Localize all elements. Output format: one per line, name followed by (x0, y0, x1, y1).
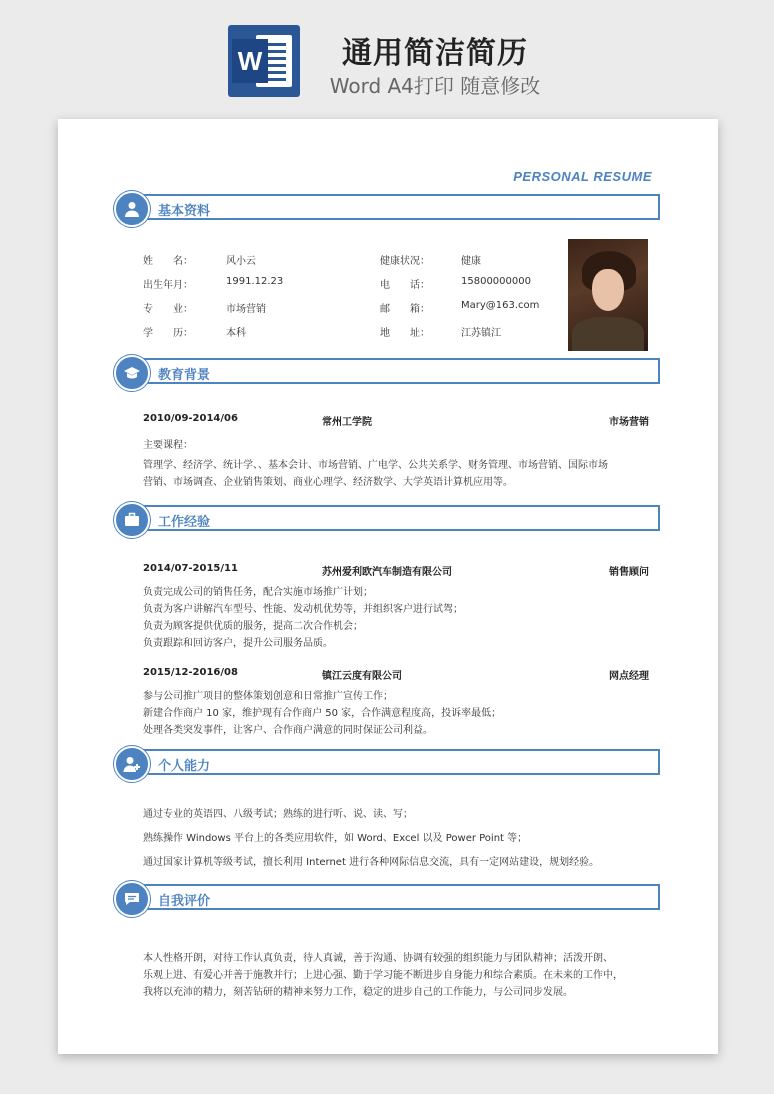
skills-line2: 熟练操作 Windows 平台上的各类应用软件，如 Word、Excel 以及 Power Point 等； (143, 833, 528, 844)
skills-line3: 通过国家计算机等级考试，擅长利用 Internet 进行各种网际信息交流，具有一定网站建设，规划经验。 (143, 857, 600, 868)
graduation-cap-icon (114, 355, 150, 391)
self-line3: 我将以充沛的精力，刻苦钻研的精神来努力工作，稳定的进步自己的工作能力，与公司同步发展。 (143, 987, 573, 998)
profile-photo (568, 239, 648, 351)
chat-bubble-icon (114, 881, 150, 917)
user-plus-icon (114, 746, 150, 782)
banner-title: 通用简洁简历 (342, 36, 528, 71)
job1-line4: 负责跟踪和回访客户，提升公司服务品质。 (143, 638, 333, 649)
job1-period: 2014/07-2015/11 (143, 563, 238, 574)
job1-role: 销售顾问 (609, 567, 649, 578)
basic-label-phone: 电 话： (380, 280, 430, 291)
job2-period: 2015/12-2016/08 (143, 667, 238, 678)
word-logo-letter: W (232, 39, 268, 83)
basic-value-email: Mary@163.com (461, 300, 540, 311)
section-title-work: 工作经验 (158, 515, 211, 530)
basic-value-health: 健康 (461, 256, 481, 267)
job1-line3: 负责为顾客提供优质的服务，提高二次合作机会； (143, 621, 363, 632)
section-title-basic: 基本资料 (158, 204, 211, 219)
basic-value-major: 市场营销 (226, 304, 266, 315)
section-bar-work (133, 505, 660, 531)
banner-subtitle: Word A4打印 随意修改 (329, 74, 541, 98)
job2-line2: 新建合作商户 10 家，维护现有合作商户 50 家，合作满意程度高，投诉率最低； (143, 708, 502, 719)
section-bar-skills (133, 749, 660, 775)
basic-label-email: 邮 箱： (380, 304, 430, 315)
basic-label-health: 健康状况： (380, 256, 430, 267)
resume-page (58, 119, 718, 1054)
job2-role: 网点经理 (609, 671, 649, 682)
resume-heading: PERSONAL RESUME (513, 169, 652, 184)
job1-line1: 负责完成公司的销售任务，配合实施市场推广计划； (143, 587, 373, 598)
section-bar-self (133, 884, 660, 910)
section-title-education: 教育背景 (158, 368, 211, 383)
section-bar-basic (133, 194, 660, 220)
basic-value-phone: 15800000000 (461, 276, 531, 287)
education-courses-line1: 管理学、经济学、统计学、、基本会计、市场营销、广电学、公共关系学、财务管理、市场营销、国际市场 (143, 460, 608, 471)
section-title-self: 自我评价 (158, 894, 211, 909)
education-school: 常州工学院 (322, 417, 372, 428)
basic-value-birth: 1991.12.23 (226, 276, 284, 287)
education-period: 2010/09-2014/06 (143, 413, 238, 424)
self-line1: 本人性格开朗，对待工作认真负责，待人真诚，善于沟通、协调有较强的组织能力与团队精神；活泼开朗、 (143, 953, 613, 964)
basic-label-name: 姓 名： (143, 256, 193, 267)
education-major: 市场营销 (609, 417, 649, 428)
basic-value-degree: 本科 (226, 328, 246, 339)
job1-line2: 负责为客户讲解汽车型号、性能、发动机优势等，并组织客户进行试驾； (143, 604, 463, 615)
basic-label-degree: 学 历： (143, 328, 193, 339)
section-title-skills: 个人能力 (158, 759, 211, 774)
job2-company: 镇江云度有限公司 (322, 671, 402, 682)
skills-line1: 通过专业的英语四、八级考试；熟练的进行听、说、读、写； (143, 809, 413, 820)
job2-line3: 处理各类突发事件，让客户、合作商户满意的同时保证公司利益。 (143, 725, 433, 736)
user-icon (114, 191, 150, 227)
basic-value-name: 风小云 (226, 256, 256, 267)
education-courses-label: 主要课程： (143, 440, 193, 451)
basic-value-address: 江苏镇江 (461, 328, 501, 339)
basic-label-major: 专 业： (143, 304, 193, 315)
section-bar-education (133, 358, 660, 384)
basic-label-address: 地 址： (380, 328, 430, 339)
basic-label-birth: 出生年月： (143, 280, 193, 291)
word-logo-icon (228, 25, 300, 97)
banner (0, 0, 774, 112)
briefcase-icon (114, 502, 150, 538)
job2-line1: 参与公司推广项目的整体策划创意和日常推广宣传工作； (143, 691, 393, 702)
self-line2: 乐观上进、有爱心并善于施教并行；上进心强、勤于学习能不断进步自身能力和综合素质。在未来的工作中， (143, 970, 623, 981)
education-courses-line2: 营销、市场调查、企业销售策划、商业心理学、经济数学、大学英语计算机应用等。 (143, 477, 513, 488)
job1-company: 苏州爱利欧汽车制造有限公司 (322, 567, 452, 578)
